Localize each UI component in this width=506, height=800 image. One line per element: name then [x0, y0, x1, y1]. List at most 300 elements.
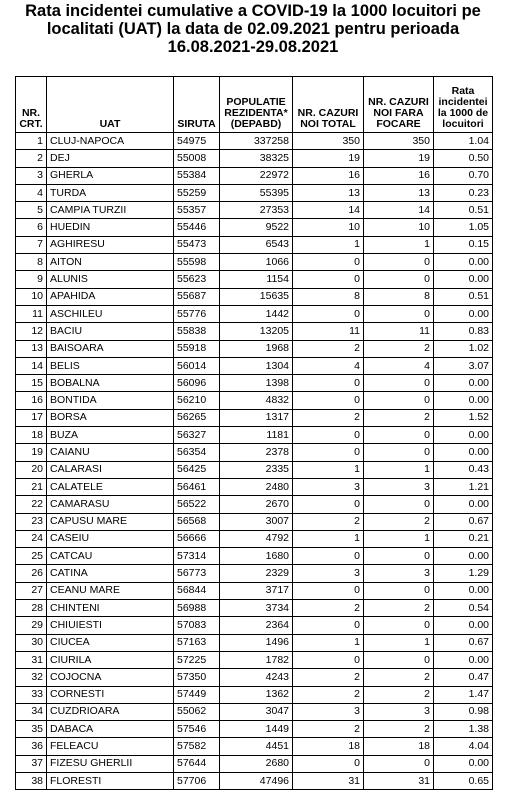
cell-uat: CASEIU: [47, 530, 174, 547]
cell-cazuri-total: 0: [293, 444, 364, 461]
header-cazuri-fara-focare: NR. CAZURI NOI FARA FOCARE: [364, 77, 434, 133]
cell-rata: 0.00: [434, 305, 493, 322]
table-row: [16, 772, 493, 789]
cell-uat: CHINTENI: [47, 600, 174, 617]
cell-rata: 0.00: [434, 755, 493, 772]
table-row: [16, 392, 493, 409]
cell-cazuri-fara-focare: 14: [364, 202, 434, 219]
cell-uat: TURDA: [47, 184, 174, 201]
cell-siruta: 56844: [174, 582, 220, 599]
cell-uat: DABACA: [47, 721, 174, 738]
cell-nr-crt: 3: [16, 167, 47, 184]
cell-siruta: 57449: [174, 686, 220, 703]
cell-cazuri-total: 1: [293, 461, 364, 478]
cell-siruta: 55259: [174, 184, 220, 201]
cell-populatie: 1317: [220, 409, 293, 426]
cell-siruta: 56327: [174, 427, 220, 444]
cell-nr-crt: 35: [16, 721, 47, 738]
cell-cazuri-total: 0: [293, 427, 364, 444]
cell-rata: 0.50: [434, 150, 493, 167]
cell-populatie: 2480: [220, 478, 293, 495]
cell-rata: 1.02: [434, 340, 493, 357]
cell-populatie: 55395: [220, 184, 293, 201]
cell-populatie: 1398: [220, 375, 293, 392]
cell-nr-crt: 33: [16, 686, 47, 703]
cell-nr-crt: 29: [16, 617, 47, 634]
cell-nr-crt: 2: [16, 150, 47, 167]
cell-rata: 0.00: [434, 651, 493, 668]
cell-uat: HUEDIN: [47, 219, 174, 236]
cell-cazuri-total: 14: [293, 202, 364, 219]
cell-nr-crt: 19: [16, 444, 47, 461]
cell-siruta: 57083: [174, 617, 220, 634]
cell-cazuri-fara-focare: 0: [364, 496, 434, 513]
cell-siruta: 56014: [174, 357, 220, 374]
cell-uat: CATCAU: [47, 548, 174, 565]
cell-nr-crt: 26: [16, 565, 47, 582]
cell-rata: 0.51: [434, 202, 493, 219]
cell-siruta: 56666: [174, 530, 220, 547]
cell-nr-crt: 32: [16, 669, 47, 686]
cell-cazuri-fara-focare: 16: [364, 167, 434, 184]
cell-populatie: 22972: [220, 167, 293, 184]
table-row: [16, 617, 493, 634]
table-row: [16, 582, 493, 599]
header-nr-crt: NR. CRT.: [16, 77, 47, 133]
cell-cazuri-total: 13: [293, 184, 364, 201]
cell-populatie: 1154: [220, 271, 293, 288]
cell-siruta: 56210: [174, 392, 220, 409]
cell-rata: 0.51: [434, 288, 493, 305]
cell-uat: BACIU: [47, 323, 174, 340]
cell-nr-crt: 15: [16, 375, 47, 392]
cell-cazuri-fara-focare: 0: [364, 755, 434, 772]
cell-nr-crt: 10: [16, 288, 47, 305]
cell-cazuri-fara-focare: 0: [364, 427, 434, 444]
cell-cazuri-fara-focare: 3: [364, 478, 434, 495]
cell-populatie: 3007: [220, 513, 293, 530]
table-row: [16, 427, 493, 444]
cell-rata: 0.00: [434, 427, 493, 444]
cell-siruta: 56461: [174, 478, 220, 495]
cell-rata: 1.52: [434, 409, 493, 426]
cell-populatie: 2680: [220, 755, 293, 772]
cell-populatie: 2670: [220, 496, 293, 513]
cell-nr-crt: 34: [16, 703, 47, 720]
cell-siruta: 56522: [174, 496, 220, 513]
cell-siruta: 57314: [174, 548, 220, 565]
cell-cazuri-total: 1: [293, 530, 364, 547]
cell-uat: COJOCNA: [47, 669, 174, 686]
cell-uat: FELEACU: [47, 738, 174, 755]
cell-siruta: 57546: [174, 721, 220, 738]
cell-cazuri-total: 0: [293, 617, 364, 634]
cell-cazuri-total: 11: [293, 323, 364, 340]
cell-uat: AGHIRESU: [47, 236, 174, 253]
cell-uat: CAPUSU MARE: [47, 513, 174, 530]
table-row: [16, 409, 493, 426]
cell-populatie: 1496: [220, 634, 293, 651]
cell-siruta: 54975: [174, 133, 220, 150]
cell-cazuri-fara-focare: 1: [364, 530, 434, 547]
cell-cazuri-total: 350: [293, 133, 364, 150]
cell-uat: GHERLA: [47, 167, 174, 184]
cell-cazuri-fara-focare: 0: [364, 444, 434, 461]
cell-rata: 0.83: [434, 323, 493, 340]
cell-cazuri-fara-focare: 1: [364, 634, 434, 651]
cell-populatie: 3047: [220, 703, 293, 720]
cell-uat: BOBALNA: [47, 375, 174, 392]
table-row: [16, 686, 493, 703]
cell-uat: CALATELE: [47, 478, 174, 495]
cell-siruta: 57644: [174, 755, 220, 772]
table-row: [16, 288, 493, 305]
cell-nr-crt: 1: [16, 133, 47, 150]
cell-cazuri-fara-focare: 2: [364, 686, 434, 703]
cell-cazuri-total: 3: [293, 565, 364, 582]
table-row: [16, 444, 493, 461]
cell-rata: 0.00: [434, 496, 493, 513]
table-row: [16, 703, 493, 720]
cell-cazuri-fara-focare: 10: [364, 219, 434, 236]
cell-populatie: 1362: [220, 686, 293, 703]
table-row: [16, 340, 493, 357]
cell-uat: CEANU MARE: [47, 582, 174, 599]
table-row: [16, 375, 493, 392]
cell-cazuri-total: 2: [293, 409, 364, 426]
cell-cazuri-fara-focare: 31: [364, 772, 434, 789]
cell-populatie: 1304: [220, 357, 293, 374]
table-row: [16, 323, 493, 340]
cell-siruta: 55687: [174, 288, 220, 305]
cell-siruta: 55598: [174, 254, 220, 271]
table-row: [16, 254, 493, 271]
cell-cazuri-fara-focare: 0: [364, 582, 434, 599]
cell-siruta: 55446: [174, 219, 220, 236]
cell-uat: CIURILA: [47, 651, 174, 668]
cell-nr-crt: 27: [16, 582, 47, 599]
cell-populatie: 1680: [220, 548, 293, 565]
cell-nr-crt: 8: [16, 254, 47, 271]
cell-populatie: 4832: [220, 392, 293, 409]
table-row: [16, 634, 493, 651]
cell-rata: 1.29: [434, 565, 493, 582]
table-row: [16, 669, 493, 686]
table-row: [16, 600, 493, 617]
table-row: [16, 513, 493, 530]
cell-cazuri-fara-focare: 2: [364, 340, 434, 357]
cell-siruta: 57225: [174, 651, 220, 668]
cell-nr-crt: 18: [16, 427, 47, 444]
cell-siruta: 56425: [174, 461, 220, 478]
cell-rata: 0.67: [434, 513, 493, 530]
cell-siruta: 56988: [174, 600, 220, 617]
cell-cazuri-fara-focare: 8: [364, 288, 434, 305]
table-row: [16, 167, 493, 184]
table-row: [16, 202, 493, 219]
cell-rata: 0.65: [434, 772, 493, 789]
cell-nr-crt: 37: [16, 755, 47, 772]
cell-cazuri-total: 31: [293, 772, 364, 789]
cell-cazuri-total: 0: [293, 375, 364, 392]
cell-cazuri-fara-focare: 2: [364, 669, 434, 686]
cell-populatie: 3734: [220, 600, 293, 617]
table-row: [16, 738, 493, 755]
cell-populatie: 1181: [220, 427, 293, 444]
cell-rata: 1.47: [434, 686, 493, 703]
cell-cazuri-fara-focare: 0: [364, 617, 434, 634]
table-row: [16, 478, 493, 495]
cell-cazuri-total: 2: [293, 669, 364, 686]
cell-cazuri-total: 1: [293, 236, 364, 253]
cell-rata: 4.04: [434, 738, 493, 755]
table-row: [16, 219, 493, 236]
cell-cazuri-total: 3: [293, 703, 364, 720]
cell-populatie: 47496: [220, 772, 293, 789]
cell-rata: 0.00: [434, 617, 493, 634]
header-cazuri-total: NR. CAZURI NOI TOTAL: [293, 77, 364, 133]
cell-uat: APAHIDA: [47, 288, 174, 305]
cell-nr-crt: 21: [16, 478, 47, 495]
cell-nr-crt: 12: [16, 323, 47, 340]
table-row: [16, 461, 493, 478]
table-row: [16, 755, 493, 772]
cell-cazuri-total: 2: [293, 600, 364, 617]
cell-cazuri-total: 19: [293, 150, 364, 167]
table-row: [16, 496, 493, 513]
header-uat: UAT: [47, 77, 174, 133]
cell-cazuri-total: 0: [293, 755, 364, 772]
table-row: [16, 184, 493, 201]
cell-uat: CATINA: [47, 565, 174, 582]
cell-cazuri-total: 0: [293, 548, 364, 565]
cell-populatie: 2378: [220, 444, 293, 461]
cell-siruta: 55473: [174, 236, 220, 253]
cell-nr-crt: 38: [16, 772, 47, 789]
cell-rata: 0.54: [434, 600, 493, 617]
cell-cazuri-total: 2: [293, 721, 364, 738]
title-line-1: Rata incidentei cumulative a COVID-19 la 1000 locuitori pe: [25, 2, 481, 20]
cell-uat: ALUNIS: [47, 271, 174, 288]
cell-nr-crt: 28: [16, 600, 47, 617]
cell-cazuri-fara-focare: 0: [364, 548, 434, 565]
cell-siruta: 55357: [174, 202, 220, 219]
cell-rata: 0.21: [434, 530, 493, 547]
header-populatie: POPULATIE REZIDENTA* (DEPABD): [220, 77, 293, 133]
table-row: [16, 236, 493, 253]
cell-cazuri-fara-focare: 1: [364, 461, 434, 478]
cell-populatie: 1782: [220, 651, 293, 668]
table-row: [16, 651, 493, 668]
cell-rata: 0.00: [434, 375, 493, 392]
cell-cazuri-fara-focare: 2: [364, 513, 434, 530]
cell-rata: 1.21: [434, 478, 493, 495]
cell-siruta: 57582: [174, 738, 220, 755]
cell-uat: ASCHILEU: [47, 305, 174, 322]
cell-nr-crt: 4: [16, 184, 47, 201]
cell-cazuri-total: 8: [293, 288, 364, 305]
cell-rata: 0.15: [434, 236, 493, 253]
cell-uat: BAISOARA: [47, 340, 174, 357]
cell-nr-crt: 5: [16, 202, 47, 219]
cell-cazuri-fara-focare: 0: [364, 392, 434, 409]
cell-siruta: 55062: [174, 703, 220, 720]
cell-cazuri-total: 0: [293, 582, 364, 599]
cell-uat: BUZA: [47, 427, 174, 444]
cell-populatie: 1449: [220, 721, 293, 738]
cell-cazuri-fara-focare: 2: [364, 600, 434, 617]
cell-populatie: 4451: [220, 738, 293, 755]
cell-rata: 0.00: [434, 444, 493, 461]
cell-uat: BELIS: [47, 357, 174, 374]
cell-cazuri-fara-focare: 19: [364, 150, 434, 167]
cell-cazuri-fara-focare: 2: [364, 409, 434, 426]
cell-nr-crt: 6: [16, 219, 47, 236]
cell-cazuri-fara-focare: 0: [364, 271, 434, 288]
cell-populatie: 1968: [220, 340, 293, 357]
cell-uat: DEJ: [47, 150, 174, 167]
cell-cazuri-total: 4: [293, 357, 364, 374]
cell-nr-crt: 20: [16, 461, 47, 478]
cell-populatie: 6543: [220, 236, 293, 253]
cell-populatie: 337258: [220, 133, 293, 150]
cell-nr-crt: 17: [16, 409, 47, 426]
cell-nr-crt: 13: [16, 340, 47, 357]
cell-rata: 0.00: [434, 271, 493, 288]
cell-rata: 0.00: [434, 392, 493, 409]
cell-populatie: 1442: [220, 305, 293, 322]
cell-cazuri-fara-focare: 0: [364, 305, 434, 322]
table-row: [16, 530, 493, 547]
table-row: [16, 271, 493, 288]
incidence-table: [15, 76, 493, 790]
cell-cazuri-fara-focare: 11: [364, 323, 434, 340]
table-row: [16, 357, 493, 374]
cell-populatie: 1066: [220, 254, 293, 271]
cell-cazuri-fara-focare: 2: [364, 721, 434, 738]
cell-rata: 1.04: [434, 133, 493, 150]
cell-uat: AITON: [47, 254, 174, 271]
cell-cazuri-fara-focare: 3: [364, 565, 434, 582]
cell-nr-crt: 22: [16, 496, 47, 513]
cell-nr-crt: 16: [16, 392, 47, 409]
cell-cazuri-total: 3: [293, 478, 364, 495]
document-title: [0, 2, 506, 56]
title-line-3: 16.08.2021-29.08.2021: [167, 38, 339, 56]
cell-cazuri-total: 2: [293, 513, 364, 530]
cell-cazuri-total: 2: [293, 686, 364, 703]
cell-nr-crt: 23: [16, 513, 47, 530]
cell-uat: BORSA: [47, 409, 174, 426]
cell-populatie: 4243: [220, 669, 293, 686]
cell-siruta: 56265: [174, 409, 220, 426]
cell-uat: FLORESTI: [47, 772, 174, 789]
cell-rata: 0.67: [434, 634, 493, 651]
cell-nr-crt: 14: [16, 357, 47, 374]
cell-cazuri-total: 2: [293, 340, 364, 357]
cell-cazuri-total: 0: [293, 271, 364, 288]
cell-nr-crt: 7: [16, 236, 47, 253]
cell-populatie: 3717: [220, 582, 293, 599]
cell-cazuri-total: 0: [293, 496, 364, 513]
cell-populatie: 9522: [220, 219, 293, 236]
cell-rata: 0.47: [434, 669, 493, 686]
table-header-row: [16, 77, 493, 133]
cell-cazuri-total: 1: [293, 634, 364, 651]
cell-populatie: 15635: [220, 288, 293, 305]
cell-populatie: 2335: [220, 461, 293, 478]
cell-cazuri-fara-focare: 0: [364, 254, 434, 271]
cell-populatie: 2364: [220, 617, 293, 634]
cell-rata: 3.07: [434, 357, 493, 374]
cell-cazuri-total: 16: [293, 167, 364, 184]
cell-siruta: 55623: [174, 271, 220, 288]
cell-nr-crt: 25: [16, 548, 47, 565]
cell-cazuri-total: 0: [293, 305, 364, 322]
title-line-2: localitati (UAT) la data de 02.09.2021 pentru perioada: [46, 20, 460, 38]
cell-cazuri-fara-focare: 1: [364, 236, 434, 253]
table-row: [16, 305, 493, 322]
cell-rata: 0.00: [434, 254, 493, 271]
cell-populatie: 2329: [220, 565, 293, 582]
cell-cazuri-total: 0: [293, 254, 364, 271]
cell-cazuri-total: 10: [293, 219, 364, 236]
cell-siruta: 57350: [174, 669, 220, 686]
cell-uat: CLUJ-NAPOCA: [47, 133, 174, 150]
cell-rata: 0.00: [434, 582, 493, 599]
header-siruta: SIRUTA: [174, 77, 220, 133]
cell-siruta: 56773: [174, 565, 220, 582]
cell-cazuri-fara-focare: 0: [364, 375, 434, 392]
cell-rata: 0.98: [434, 703, 493, 720]
cell-cazuri-total: 18: [293, 738, 364, 755]
table-row: [16, 565, 493, 582]
cell-populatie: 13205: [220, 323, 293, 340]
cell-cazuri-fara-focare: 4: [364, 357, 434, 374]
cell-rata: 0.43: [434, 461, 493, 478]
cell-uat: CORNESTI: [47, 686, 174, 703]
table-row: [16, 133, 493, 150]
cell-siruta: 57163: [174, 634, 220, 651]
cell-nr-crt: 36: [16, 738, 47, 755]
cell-cazuri-total: 0: [293, 651, 364, 668]
cell-rata: 0.70: [434, 167, 493, 184]
cell-rata: 0.00: [434, 548, 493, 565]
cell-siruta: 55838: [174, 323, 220, 340]
cell-cazuri-fara-focare: 13: [364, 184, 434, 201]
cell-populatie: 27353: [220, 202, 293, 219]
cell-siruta: 56096: [174, 375, 220, 392]
cell-cazuri-fara-focare: 18: [364, 738, 434, 755]
cell-uat: CIUCEA: [47, 634, 174, 651]
cell-cazuri-fara-focare: 0: [364, 651, 434, 668]
table-body: [16, 133, 493, 790]
cell-rata: 1.38: [434, 721, 493, 738]
cell-siruta: 56568: [174, 513, 220, 530]
cell-siruta: 55776: [174, 305, 220, 322]
cell-populatie: 4792: [220, 530, 293, 547]
cell-siruta: 57706: [174, 772, 220, 789]
cell-siruta: 56354: [174, 444, 220, 461]
header-rata: Rata incidentei la 1000 de locuitori: [434, 77, 493, 133]
cell-uat: CAMARASU: [47, 496, 174, 513]
cell-cazuri-total: 0: [293, 392, 364, 409]
cell-cazuri-fara-focare: 3: [364, 703, 434, 720]
table-row: [16, 721, 493, 738]
cell-nr-crt: 30: [16, 634, 47, 651]
cell-uat: CHIUIESTI: [47, 617, 174, 634]
cell-rata: 1.05: [434, 219, 493, 236]
